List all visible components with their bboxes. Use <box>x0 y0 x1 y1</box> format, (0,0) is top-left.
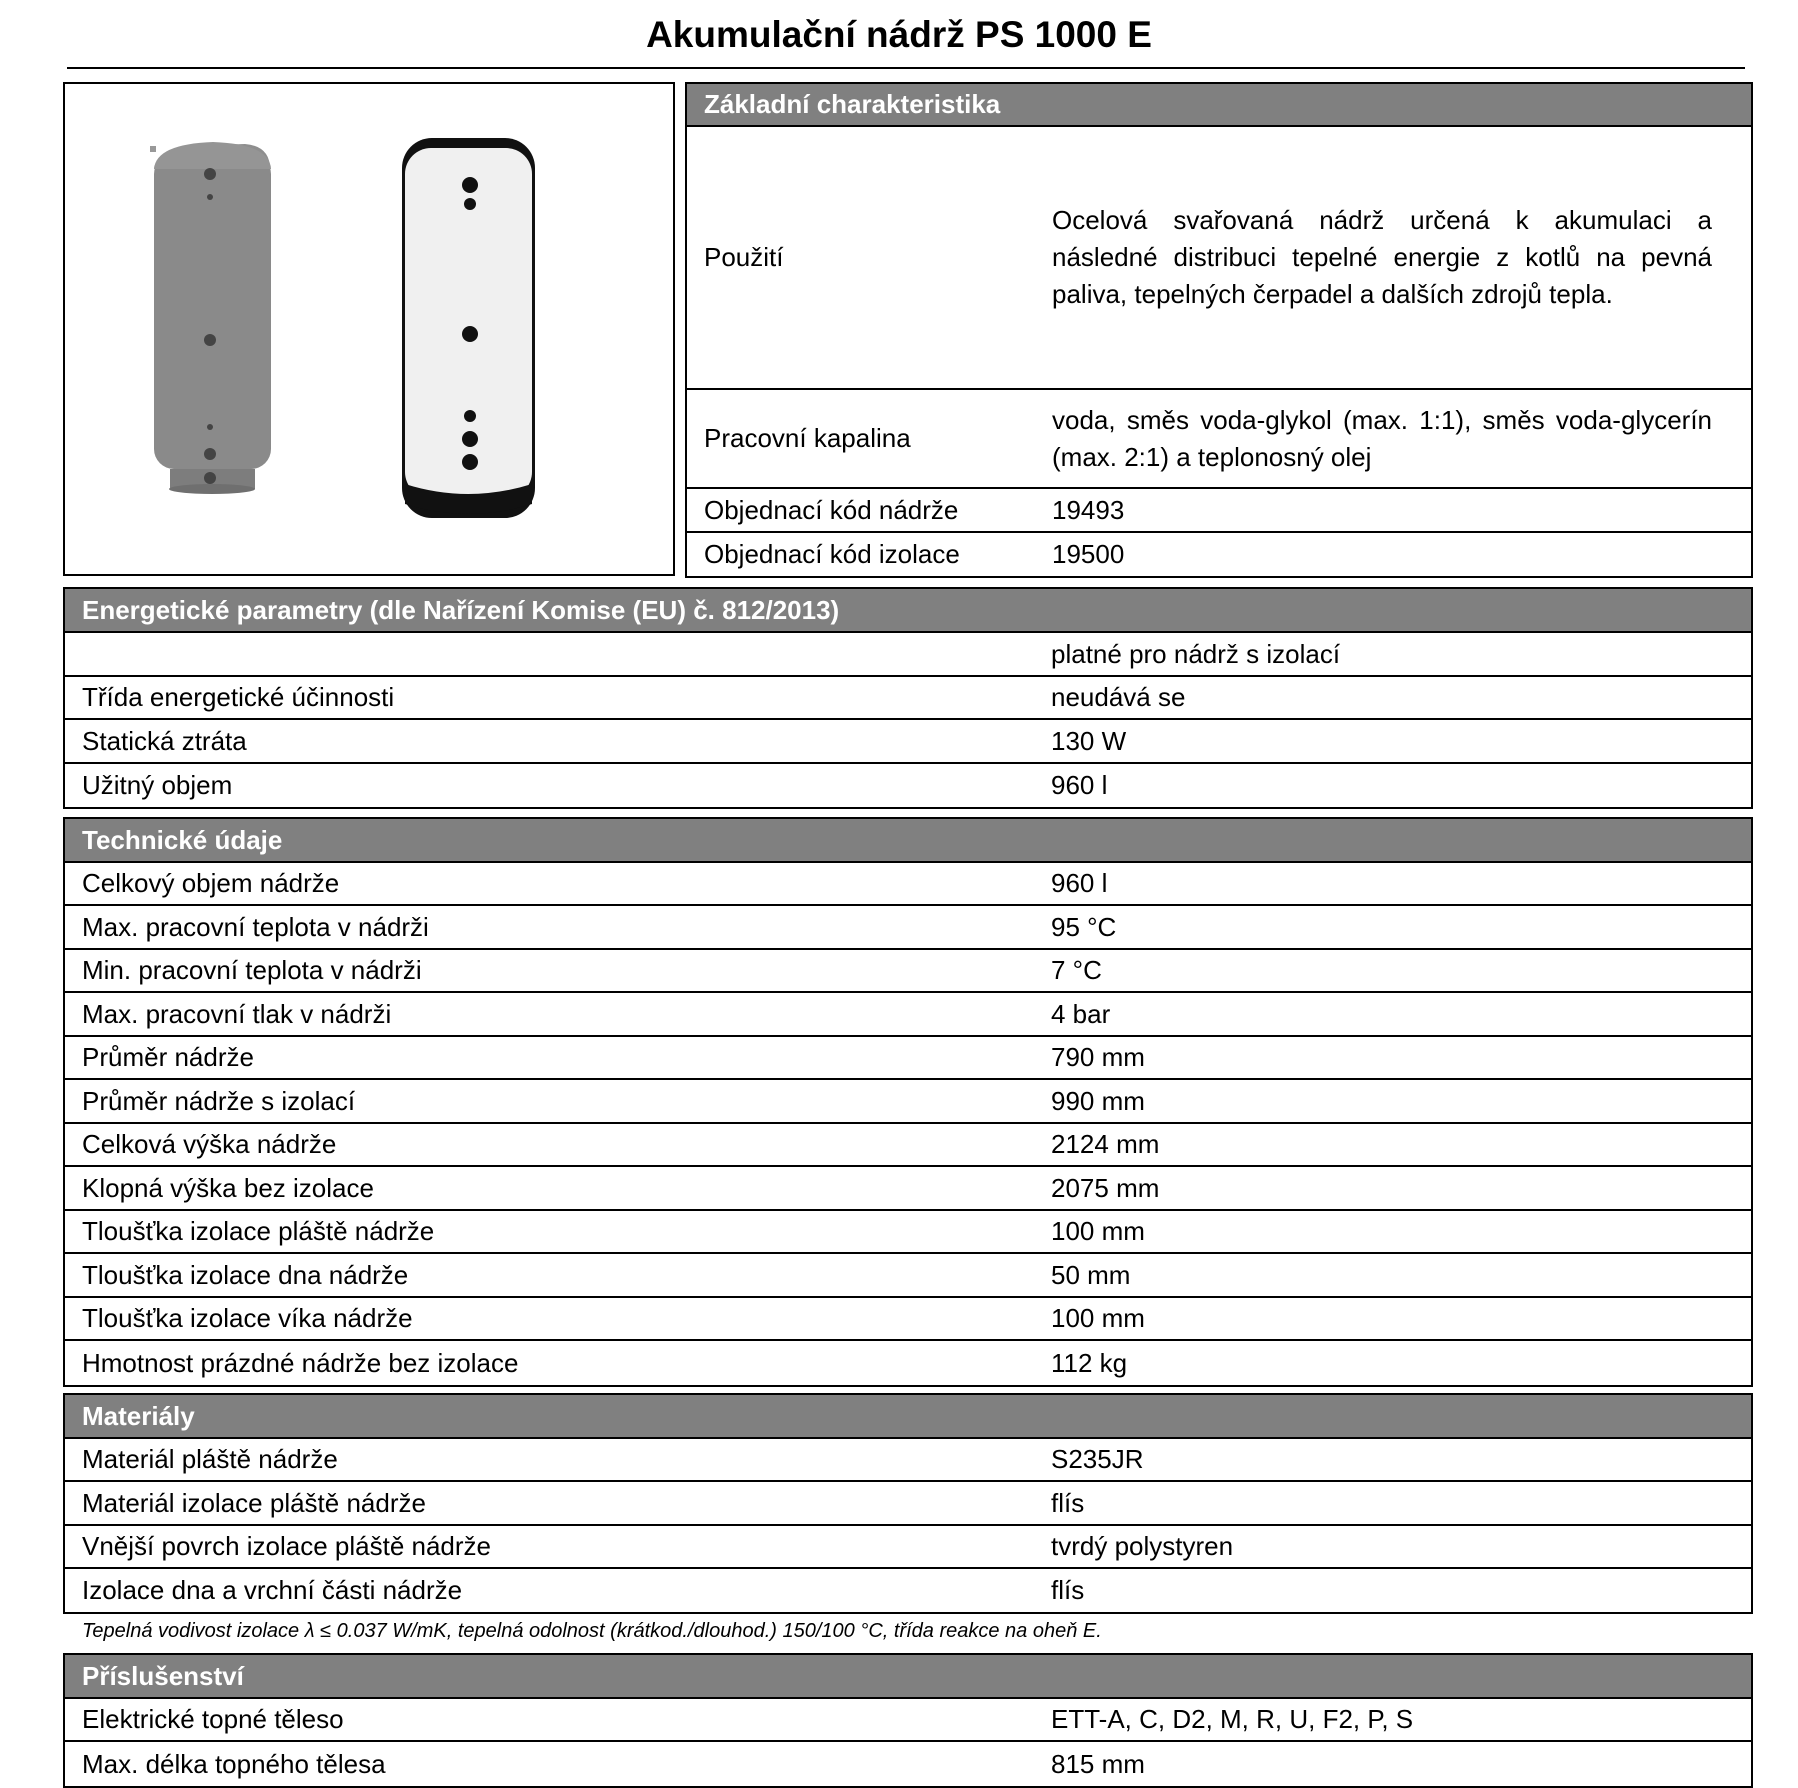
tank-with-insulation-icon <box>402 138 535 518</box>
row-label: Hmotnost prázdné nádrže bez izolace <box>82 1347 519 1378</box>
title-divider <box>67 67 1745 69</box>
row-value: flís <box>1051 1487 1085 1518</box>
row-value: 960 l <box>1051 770 1108 800</box>
tank-images-icon <box>65 84 673 574</box>
row-label: Max. pracovní tlak v nádrži <box>82 998 392 1029</box>
section-header: Materiály <box>65 1395 1751 1439</box>
basic-characteristics-table <box>685 82 1753 578</box>
row-value: 19500 <box>1052 539 1125 569</box>
table-row <box>65 1482 1751 1526</box>
table-row <box>65 720 1751 764</box>
row-value: flís <box>1051 1575 1085 1605</box>
row-label: Tloušťka izolace pláště nádrže <box>82 1216 435 1246</box>
table-row <box>65 1341 1751 1385</box>
row-label: Materiál izolace pláště nádrže <box>82 1487 426 1518</box>
row-value: 2075 mm <box>1051 1172 1160 1203</box>
table-row <box>687 390 1751 489</box>
section-header: Příslušenství <box>65 1655 1751 1699</box>
row-label: Použití <box>704 242 784 272</box>
row-value: 815 mm <box>1051 1748 1145 1779</box>
row-value: 7 °C <box>1051 955 1102 985</box>
row-label: Klopná výška bez izolace <box>82 1172 374 1203</box>
table-row <box>65 1254 1751 1298</box>
table-row <box>687 489 1751 533</box>
insulation-note: Tepelná vodivost izolace λ ≤ 0.037 W/mK, tepelná odolnost (krátkod./dlouhod.) 150/100 °C, třída reakce na oheň E. <box>82 1620 1102 1642</box>
row-label: Min. pracovní teplota v nádrži <box>82 955 422 985</box>
row-value: 4 bar <box>1051 998 1111 1029</box>
table-row <box>65 1037 1751 1080</box>
table-row <box>65 993 1751 1037</box>
row-value: tvrdý polystyren <box>1051 1531 1234 1561</box>
row-label: Celková výška nádrže <box>82 1129 337 1159</box>
table-row <box>65 1167 1751 1211</box>
row-value: 112 kg <box>1051 1347 1128 1378</box>
table-row <box>687 127 1751 390</box>
table-row <box>65 906 1751 950</box>
row-label: Průměr nádrže s izolací <box>82 1085 356 1116</box>
row-label: Objednací kód izolace <box>704 539 960 569</box>
row-label: Objednací kód nádrže <box>704 494 959 525</box>
table-row <box>65 1742 1751 1786</box>
row-value: neudává se <box>1051 682 1186 712</box>
table-row <box>65 863 1751 906</box>
row-label: Třída energetické účinnosti <box>82 682 395 712</box>
materials-table <box>63 1393 1753 1614</box>
row-value: 100 mm <box>1051 1216 1145 1246</box>
row-value: 130 W <box>1051 725 1127 756</box>
row-label: Materiál pláště nádrže <box>82 1444 338 1474</box>
section-header: Technické údaje <box>65 819 1751 863</box>
row-value: 100 mm <box>1051 1303 1145 1333</box>
table-row <box>65 950 1751 993</box>
row-value: ETT-A, C, D2, M, R, U, F2, P, S <box>1051 1704 1414 1734</box>
row-value: S235JR <box>1051 1444 1144 1474</box>
table-row <box>65 677 1751 720</box>
row-label: Max. délka topného tělesa <box>82 1748 386 1779</box>
row-label: Max. pracovní teplota v nádrži <box>82 911 429 942</box>
accessories-table <box>63 1653 1753 1788</box>
row-value: 2124 mm <box>1051 1129 1160 1159</box>
table-row <box>65 1526 1751 1569</box>
row-value: 790 mm <box>1051 1042 1145 1072</box>
row-label: Pracovní kapalina <box>704 423 911 453</box>
table-row <box>65 1080 1751 1124</box>
section-header: Energetické parametry (dle Nařízení Komise (EU) č. 812/2013) <box>65 589 1751 633</box>
row-label: Tloušťka izolace víka nádrže <box>82 1303 413 1333</box>
row-label: Průměr nádrže <box>82 1042 254 1072</box>
row-label: Tloušťka izolace dna nádrže <box>82 1259 409 1290</box>
row-value: 960 l <box>1051 868 1108 898</box>
table-row <box>65 1298 1751 1341</box>
tank-without-insulation-icon <box>150 142 271 494</box>
section-header: Základní charakteristika <box>687 84 1751 127</box>
row-value: 990 mm <box>1051 1085 1145 1116</box>
row-label: Užitný objem <box>82 770 233 800</box>
table-row <box>65 1439 1751 1482</box>
table-row <box>65 1211 1751 1254</box>
table-row <box>687 533 1751 576</box>
row-label: Celkový objem nádrže <box>82 868 340 898</box>
table-row <box>65 633 1751 677</box>
row-label: Vnější povrch izolace pláště nádrže <box>82 1531 492 1561</box>
row-label: Statická ztráta <box>82 725 247 756</box>
row-value: 50 mm <box>1051 1259 1131 1290</box>
table-row <box>65 1699 1751 1742</box>
table-row <box>65 764 1751 807</box>
row-value: Ocelová svařovaná nádrž určená k akumulaci a následné distribuci tepelné energie z kotlů na pevná paliva, tepelných čerpadel a dalších zdrojů tepla. <box>1052 205 1712 309</box>
row-value: platné pro nádrž s izolací <box>1051 638 1341 669</box>
row-label: Izolace dna a vrchní části nádrže <box>82 1575 463 1605</box>
energy-parameters-table <box>63 587 1753 809</box>
row-value: voda, směs voda-glykol (max. 1:1), směs voda-glycerín (max. 2:1) a teplonosný olej <box>1052 404 1712 472</box>
page-title: Akumulační nádrž PS 1000 E <box>646 14 1152 55</box>
table-row <box>65 1124 1751 1167</box>
row-value: 95 °C <box>1051 911 1117 942</box>
technical-data-table <box>63 817 1753 1387</box>
row-value: 19493 <box>1052 494 1125 525</box>
table-row <box>65 1569 1751 1612</box>
row-label: Elektrické topné těleso <box>82 1704 344 1734</box>
product-image-box <box>63 82 675 576</box>
